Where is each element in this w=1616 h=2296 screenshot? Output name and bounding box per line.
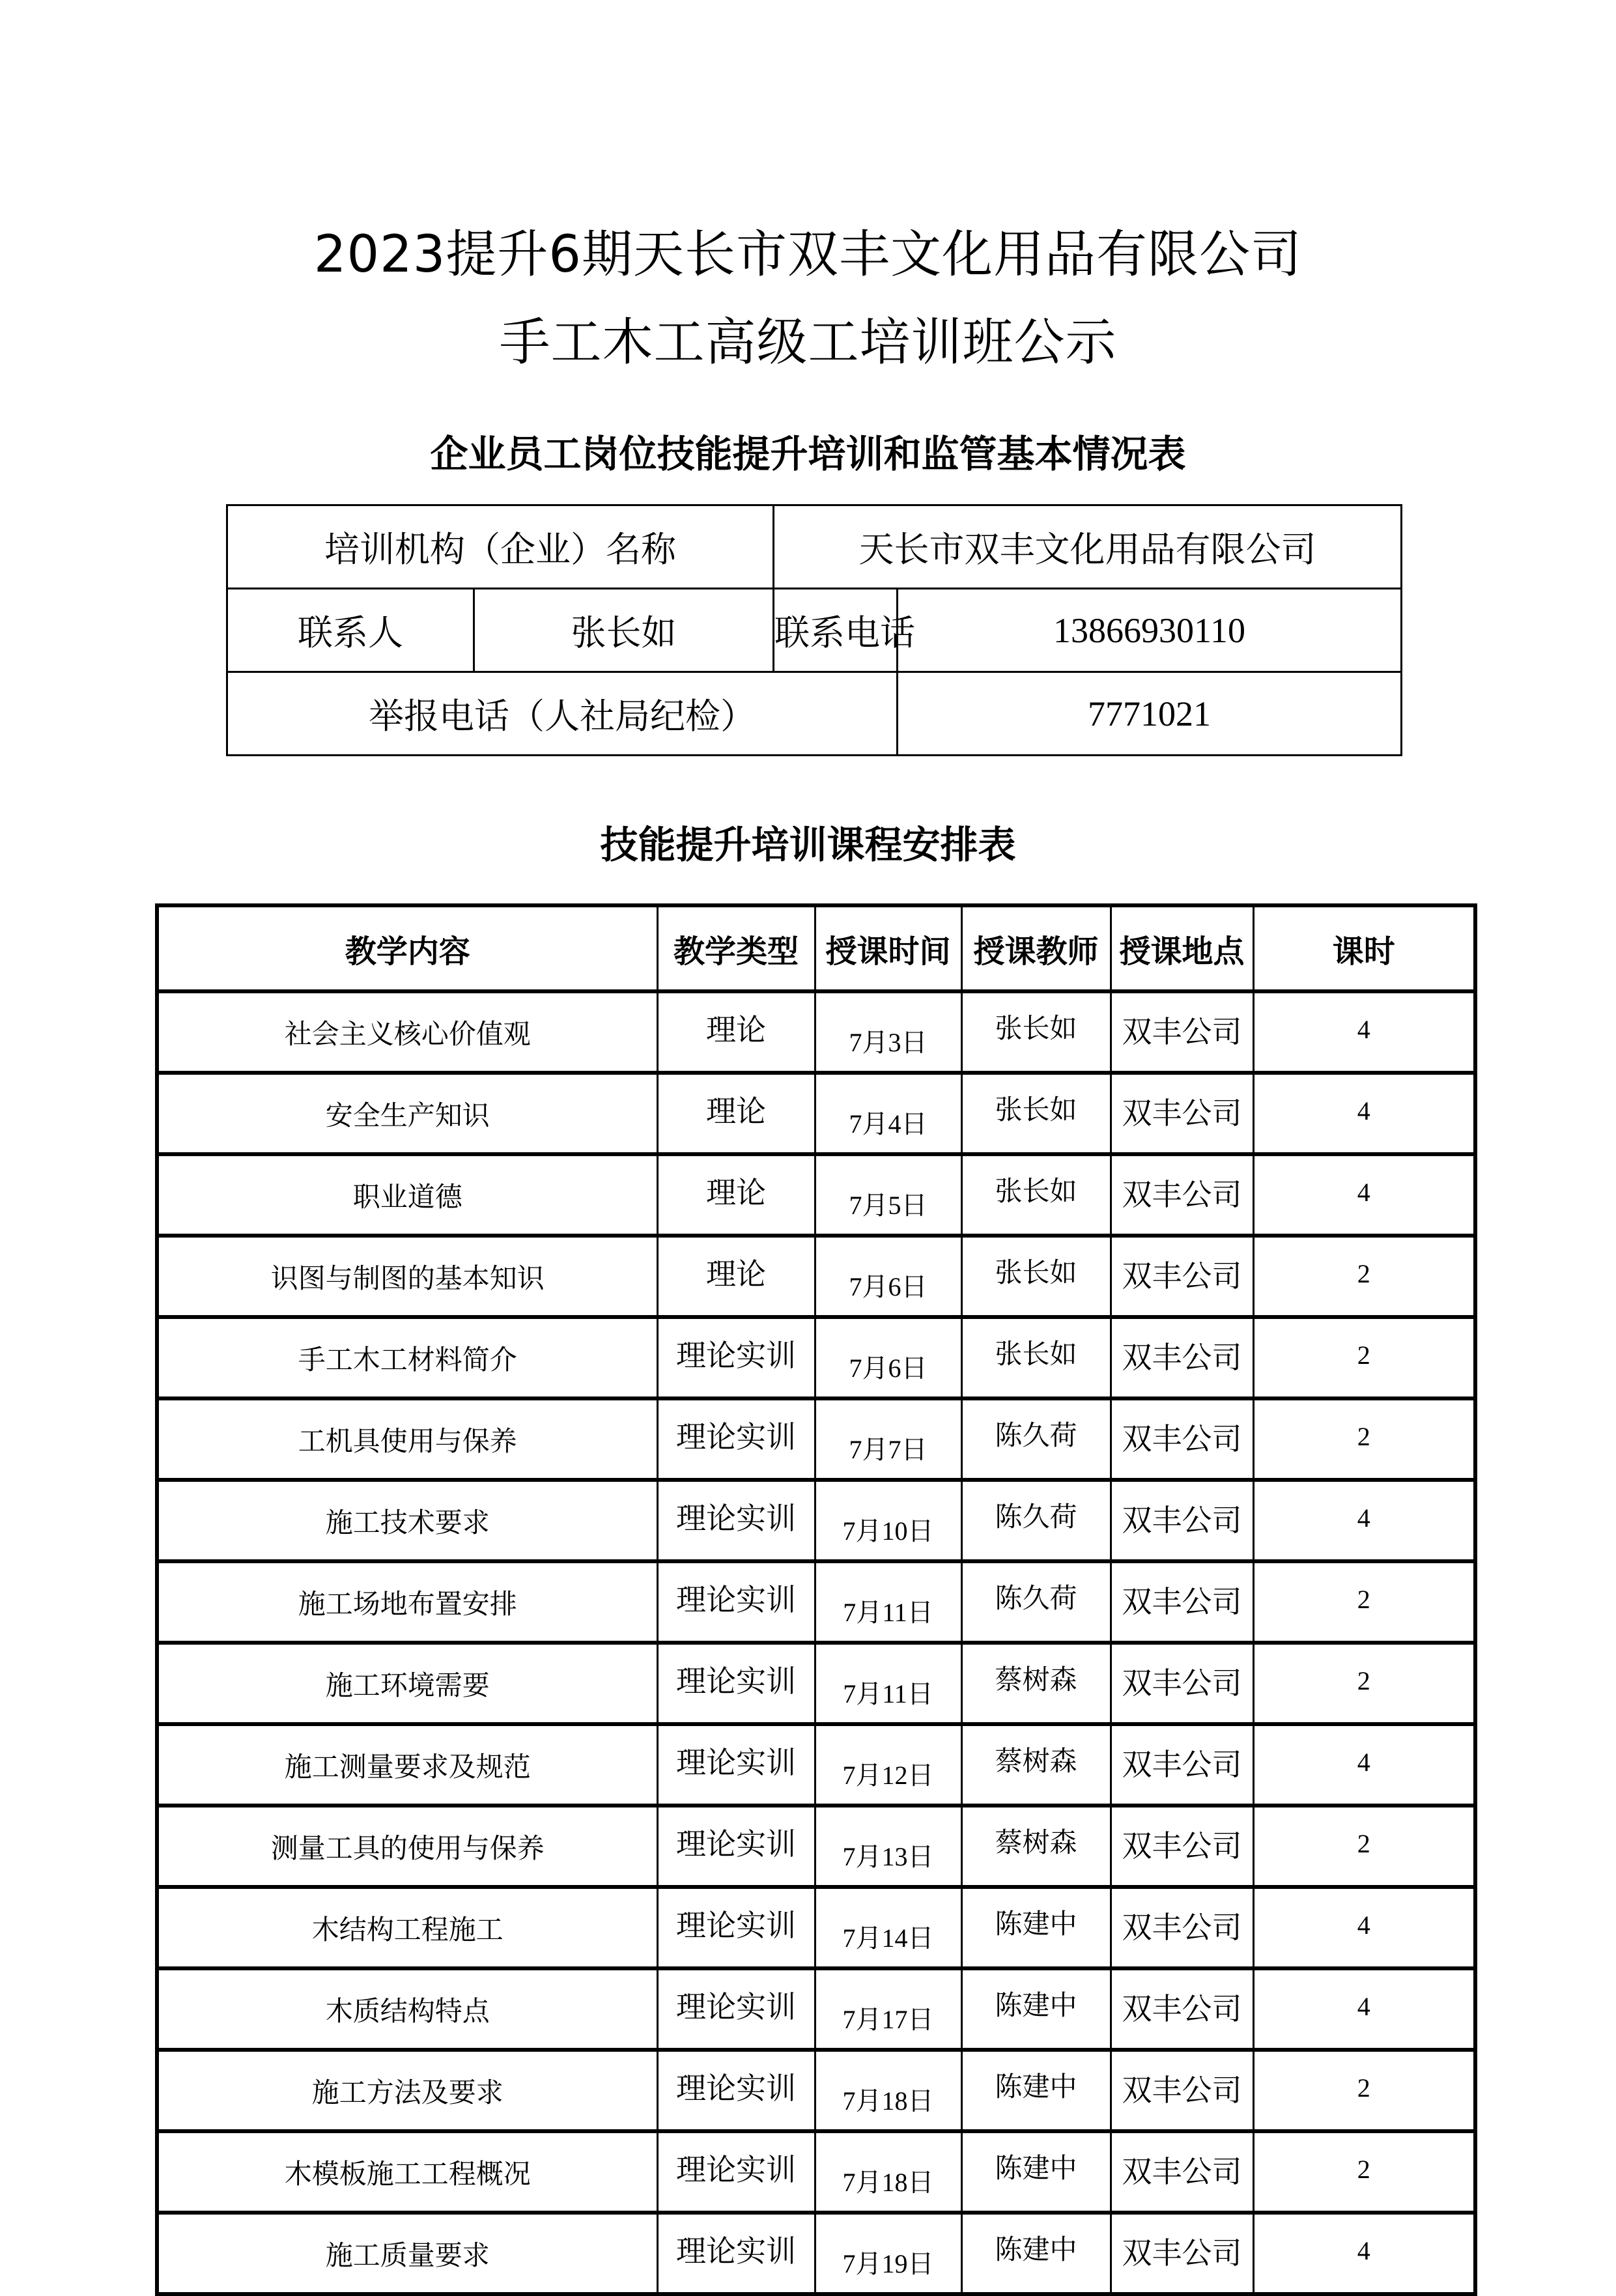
course-teacher-cell: 张长如 (961, 991, 1111, 1073)
course-teacher-cell: 蔡树森 (961, 1643, 1111, 1724)
table-row (157, 1806, 1475, 1887)
course-date-cell: 7月13日 (815, 1806, 961, 1887)
course-type-cell: 理论实训 (657, 1317, 815, 1398)
table-row (157, 991, 1475, 1073)
table-row (157, 1968, 1475, 2050)
course-hours-cell: 2 (1253, 2131, 1475, 2213)
course-content-cell: 手工木工材料简介 (157, 1317, 657, 1398)
course-table-body (157, 991, 1475, 2294)
table-row (157, 1480, 1475, 1561)
course-type-cell: 理论 (657, 1073, 815, 1154)
course-content-cell: 工机具使用与保养 (157, 1398, 657, 1480)
report-label: 举报电话（人社局纪检） (227, 672, 898, 756)
course-date-cell: 7月11日 (815, 1643, 961, 1724)
course-hours-cell: 4 (1253, 1887, 1475, 1968)
course-type-cell: 理论实训 (657, 1806, 815, 1887)
course-date-cell: 7月17日 (815, 1968, 961, 2050)
course-hours-cell: 2 (1253, 1236, 1475, 1317)
course-teacher-cell: 陈久荷 (961, 1480, 1111, 1561)
course-type-cell: 理论实训 (657, 1887, 815, 1968)
course-content-cell: 测量工具的使用与保养 (157, 1806, 657, 1887)
course-place-cell: 双丰公司 (1111, 1643, 1253, 1724)
course-place-cell: 双丰公司 (1111, 1480, 1253, 1561)
table-row (157, 1154, 1475, 1236)
course-place-cell: 双丰公司 (1111, 1236, 1253, 1317)
course-content-cell: 职业道德 (157, 1154, 657, 1236)
course-hours-cell: 4 (1253, 2213, 1475, 2294)
course-place-cell: 双丰公司 (1111, 1887, 1253, 1968)
table-row (157, 1236, 1475, 1317)
course-teacher-cell: 张长如 (961, 1236, 1111, 1317)
org-label: 培训机构（企业）名称 (227, 505, 774, 589)
course-type-cell: 理论实训 (657, 1643, 815, 1724)
org-value: 天长市双丰文化用品有限公司 (774, 505, 1402, 589)
info-row-report (227, 672, 1402, 756)
course-place-cell: 双丰公司 (1111, 1317, 1253, 1398)
course-teacher-cell: 张长如 (961, 1317, 1111, 1398)
course-hours-cell: 2 (1253, 2050, 1475, 2131)
course-place-cell: 双丰公司 (1111, 2131, 1253, 2213)
course-hours-cell: 2 (1253, 1398, 1475, 1480)
course-place-cell: 双丰公司 (1111, 2050, 1253, 2131)
course-date-cell: 7月5日 (815, 1154, 961, 1236)
header-type: 教学类型 (657, 905, 815, 991)
course-place-cell: 双丰公司 (1111, 2213, 1253, 2294)
table-row (157, 1643, 1475, 1724)
course-content-cell: 施工方法及要求 (157, 2050, 657, 2131)
course-type-cell: 理论实训 (657, 1968, 815, 2050)
course-type-cell: 理论实训 (657, 1561, 815, 1643)
course-place-cell: 双丰公司 (1111, 1154, 1253, 1236)
course-place-cell: 双丰公司 (1111, 1806, 1253, 1887)
course-content-cell: 安全生产知识 (157, 1073, 657, 1154)
course-hours-cell: 2 (1253, 1317, 1475, 1398)
phone-label: 联系电话 (774, 589, 898, 672)
course-content-cell: 施工测量要求及规范 (157, 1724, 657, 1806)
phone-value: 13866930110 (898, 589, 1402, 672)
document-title-line2: 手工木工高级工培训班公示 (499, 313, 1117, 372)
course-type-cell: 理论实训 (657, 1398, 815, 1480)
course-teacher-cell: 张长如 (961, 1073, 1111, 1154)
course-hours-cell: 4 (1253, 1724, 1475, 1806)
course-date-cell: 7月6日 (815, 1317, 961, 1398)
table-row (157, 1887, 1475, 1968)
course-teacher-cell: 陈建中 (961, 2131, 1111, 2213)
course-teacher-cell: 陈建中 (961, 2213, 1111, 2294)
course-type-cell: 理论实训 (657, 2131, 815, 2213)
document-title-line1: 2023提升6期天长市双丰文化用品有限公司 (313, 225, 1303, 284)
course-type-cell: 理论实训 (657, 1724, 815, 1806)
header-content: 教学内容 (157, 905, 657, 991)
course-content-cell: 识图与制图的基本知识 (157, 1236, 657, 1317)
table-row (157, 1317, 1475, 1398)
course-date-cell: 7月4日 (815, 1073, 961, 1154)
course-hours-cell: 4 (1253, 991, 1475, 1073)
course-type-cell: 理论实训 (657, 1480, 815, 1561)
course-content-cell: 木质结构特点 (157, 1968, 657, 2050)
course-hours-cell: 2 (1253, 1643, 1475, 1724)
course-date-cell: 7月14日 (815, 1887, 961, 1968)
table-row (157, 2050, 1475, 2131)
course-type-cell: 理论 (657, 991, 815, 1073)
course-date-cell: 7月12日 (815, 1724, 961, 1806)
course-content-cell: 施工技术要求 (157, 1480, 657, 1561)
course-teacher-cell: 陈建中 (961, 2050, 1111, 2131)
course-content-cell: 施工质量要求 (157, 2213, 657, 2294)
table-row (157, 2213, 1475, 2294)
course-place-cell: 双丰公司 (1111, 1073, 1253, 1154)
header-place: 授课地点 (1111, 905, 1253, 991)
course-header-row (157, 905, 1475, 991)
course-teacher-cell: 陈久荷 (961, 1561, 1111, 1643)
course-teacher-cell: 蔡树森 (961, 1724, 1111, 1806)
header-hours: 课时 (1253, 905, 1475, 991)
course-place-cell: 双丰公司 (1111, 1968, 1253, 2050)
course-place-cell: 双丰公司 (1111, 1398, 1253, 1480)
course-content-cell: 社会主义核心价值观 (157, 991, 657, 1073)
course-place-cell: 双丰公司 (1111, 1561, 1253, 1643)
course-content-cell: 施工场地布置安排 (157, 1561, 657, 1643)
course-hours-cell: 4 (1253, 1073, 1475, 1154)
info-table (226, 504, 1402, 756)
course-teacher-cell: 陈久荷 (961, 1398, 1111, 1480)
table-row (157, 1398, 1475, 1480)
table-row (157, 1724, 1475, 1806)
course-type-cell: 理论实训 (657, 2213, 815, 2294)
contact-value: 张长如 (474, 589, 774, 672)
course-date-cell: 7月18日 (815, 2050, 961, 2131)
course-date-cell: 7月7日 (815, 1398, 961, 1480)
header-date: 授课时间 (815, 905, 961, 991)
course-content-cell: 木结构工程施工 (157, 1887, 657, 1968)
info-row-org (227, 505, 1402, 589)
contact-label: 联系人 (227, 589, 474, 672)
course-content-cell: 施工环境需要 (157, 1643, 657, 1724)
info-row-contact (227, 589, 1402, 672)
course-teacher-cell: 陈建中 (961, 1968, 1111, 2050)
course-hours-cell: 2 (1253, 1806, 1475, 1887)
course-place-cell: 双丰公司 (1111, 991, 1253, 1073)
course-hours-cell: 4 (1253, 1480, 1475, 1561)
course-type-cell: 理论 (657, 1236, 815, 1317)
course-date-cell: 7月18日 (815, 2131, 961, 2213)
course-teacher-cell: 陈建中 (961, 1887, 1111, 1968)
course-place-cell: 双丰公司 (1111, 1724, 1253, 1806)
course-date-cell: 7月11日 (815, 1561, 961, 1643)
course-date-cell: 7月3日 (815, 991, 961, 1073)
course-hours-cell: 4 (1253, 1968, 1475, 2050)
course-teacher-cell: 张长如 (961, 1154, 1111, 1236)
header-teacher: 授课教师 (961, 905, 1111, 991)
course-content-cell: 木模板施工工程概况 (157, 2131, 657, 2213)
course-table-title: 技能提升培训课程安排表 (600, 823, 1016, 867)
course-date-cell: 7月19日 (815, 2213, 961, 2294)
course-type-cell: 理论实训 (657, 2050, 815, 2131)
table-row (157, 1073, 1475, 1154)
info-table-title: 企业员工岗位技能提升培训和监管基本情况表 (430, 432, 1186, 476)
course-date-cell: 7月10日 (815, 1480, 961, 1561)
report-value: 7771021 (898, 672, 1402, 756)
course-teacher-cell: 蔡树森 (961, 1806, 1111, 1887)
course-hours-cell: 2 (1253, 1561, 1475, 1643)
table-row (157, 2131, 1475, 2213)
course-hours-cell: 4 (1253, 1154, 1475, 1236)
course-schedule-table (155, 903, 1477, 2296)
course-date-cell: 7月6日 (815, 1236, 961, 1317)
course-type-cell: 理论 (657, 1154, 815, 1236)
table-row (157, 1561, 1475, 1643)
